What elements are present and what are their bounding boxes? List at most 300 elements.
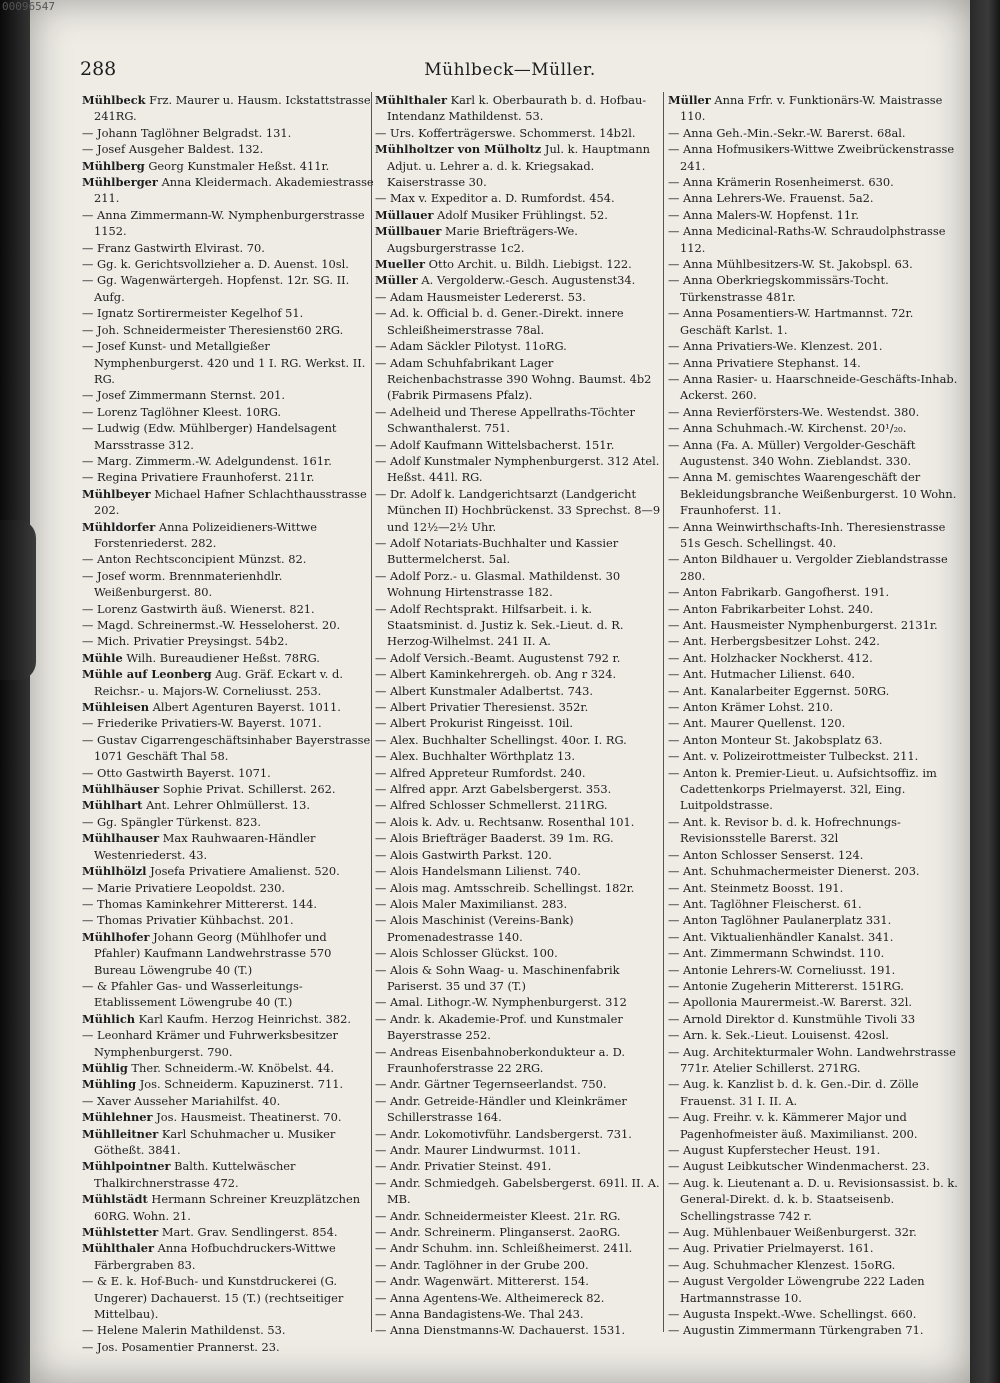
scan-left-shadow bbox=[0, 0, 30, 1383]
entry-surname: Mühlberger bbox=[82, 175, 158, 190]
directory-entry bbox=[375, 1076, 667, 1092]
entry-details: — Marie Privatiere Leopoldst. 230. bbox=[82, 880, 285, 895]
entry-details: — Andr. Maurer Lindwurmst. 1011. bbox=[375, 1143, 581, 1157]
entry-details: — Leonhard Krämer und Fuhrwerksbesitzer Nymphenburgerst. 790. bbox=[82, 1028, 338, 1059]
entry-surname: Müllauer bbox=[375, 207, 434, 222]
entry-details: — Arnold Direktor d. Kunstmühle Tivoli 33 bbox=[668, 1011, 916, 1026]
entry-details: — Adolf Rechtsprakt. Hilfsarbeit. i. k. Staatsminist. d. Justiz k. Sek.-Lieut. d. R. Herzog-Wilhelmst. 241 II. A. bbox=[375, 601, 624, 649]
entry-surname: Mühlhölzl bbox=[82, 864, 147, 879]
entry-details: — & E. k. Hof-Buch- und Kunstdruckerei (G. Ungerer) Dachauerst. 15 (T.) (rechtseitiger Mittelbau). bbox=[82, 1274, 344, 1322]
entry-details: — & Pfahler Gas- und Wasserleitungs-Etablissement Löwengrube 40 (T.) bbox=[82, 978, 303, 1010]
directory-column-2 bbox=[375, 92, 667, 1339]
entry-details: Balth. Kuttelwäscher Thalkirchnerstrasse 472. bbox=[94, 1159, 296, 1190]
entry-details: — Andr Schuhm. inn. Schleißheimerst. 241l. bbox=[375, 1241, 633, 1256]
entry-details: — Helene Malerin Mathildenst. 53. bbox=[82, 1323, 286, 1338]
page-number: 288 bbox=[80, 58, 117, 80]
directory-entry bbox=[375, 962, 667, 995]
directory-entry bbox=[375, 814, 667, 830]
entry-details: — Antonie Lehrers-W. Corneliusst. 191. bbox=[668, 962, 896, 977]
directory-entry bbox=[82, 650, 374, 666]
directory-entry bbox=[375, 355, 667, 404]
directory-entry bbox=[668, 519, 960, 552]
directory-entry bbox=[82, 699, 374, 715]
directory-entry bbox=[82, 1109, 374, 1125]
directory-entry bbox=[82, 272, 374, 305]
entry-surname: Mühlhart bbox=[82, 798, 143, 813]
directory-entry bbox=[82, 601, 374, 617]
directory-entry bbox=[668, 338, 960, 354]
entry-details: Sophie Privat. Schillerst. 262. bbox=[162, 782, 336, 797]
directory-entry bbox=[82, 666, 374, 699]
directory-entry bbox=[375, 141, 667, 190]
entry-details: — Andr. Wagenwärt. Mittererst. 154. bbox=[375, 1274, 589, 1289]
directory-entry bbox=[668, 617, 960, 633]
entry-surname: Mühlbeyer bbox=[82, 486, 151, 501]
directory-entry bbox=[375, 92, 667, 125]
directory-entry bbox=[82, 404, 374, 420]
entry-details: — Alfred Schlosser Schmellerst. 211RG. bbox=[375, 798, 608, 813]
entry-details: — Alois Maler Maximilianst. 283. bbox=[375, 896, 568, 911]
directory-entry bbox=[82, 469, 374, 485]
directory-entry bbox=[375, 847, 667, 863]
entry-details: Marie Briefträgers-We. Augsburgerstrasse 1c2. bbox=[387, 224, 578, 255]
entry-details: — Adam Säckler Pilotyst. 11oRG. bbox=[375, 339, 567, 354]
directory-entry bbox=[82, 617, 374, 633]
directory-entry bbox=[82, 978, 374, 1011]
directory-entry bbox=[668, 1224, 960, 1240]
entry-details: Johann Georg (Mühlhofer und Pfahler) Kaufmann Landwehrstrasse 570 Bureau Löwengrube 40 (T.) bbox=[94, 929, 332, 977]
directory-entry bbox=[668, 1044, 960, 1077]
entry-details: Ant. Lehrer Ohlmüllerst. 13. bbox=[146, 798, 311, 813]
directory-entry bbox=[82, 814, 374, 830]
entry-surname: Müllbauer bbox=[375, 224, 442, 239]
entry-details: — Anna Bandagistens-We. Thal 243. bbox=[375, 1307, 584, 1322]
directory-entry bbox=[668, 1322, 960, 1338]
entry-surname: Mühlhofer bbox=[82, 929, 150, 944]
entry-details: — Anna Medicinal-Raths-W. Schraudolphstrasse 112. bbox=[668, 224, 946, 255]
entry-details: Frz. Maurer u. Hausm. Ickstattstrasse 241RG. bbox=[94, 93, 371, 124]
entry-details: Anna Kleidermach. Akademiestrasse 211. bbox=[94, 175, 374, 206]
entry-details: — Anna Dienstmanns-W. Dachauerst. 1531. bbox=[375, 1323, 626, 1338]
entry-details: — Alois Schlosser Glückst. 100. bbox=[375, 946, 558, 961]
entry-surname: Mühlstetter bbox=[82, 1225, 159, 1240]
entry-details: — Alois & Sohn Waag- u. Maschinenfabrik Pariserst. 35 und 37 (T.) bbox=[375, 962, 620, 993]
entry-details: — Andr. Schreinerm. Plinganserst. 2aoRG. bbox=[375, 1225, 621, 1240]
directory-entry bbox=[82, 1027, 374, 1060]
entry-details: — Anna Zimmermann-W. Nymphenburgerstrasse 1152. bbox=[82, 207, 365, 239]
entry-details: — Anna Weinwirthschafts-Inh. Theresienstrasse 51s Gesch. Schellingst. 40. bbox=[668, 519, 946, 550]
entry-details: — Thomas Kaminkehrer Mittererst. 144. bbox=[82, 896, 318, 911]
entry-details: — Andr. Getreide-Händler und Kleinkrämer Schillerstrasse 164. bbox=[375, 1093, 627, 1125]
directory-entry bbox=[82, 240, 374, 256]
entry-surname: Mueller bbox=[375, 257, 426, 272]
entry-details: — Anton k. Premier-Lieut. u. Aufsichtsoffiz. im Cadettenkorps Prielmayerst. 32l, Eing. Luitpoldstrasse. bbox=[668, 765, 937, 813]
entry-details: — Mich. Privatier Preysingst. 54b2. bbox=[82, 634, 288, 649]
directory-entry bbox=[82, 765, 374, 781]
directory-entry bbox=[82, 929, 374, 978]
directory-entry bbox=[668, 748, 960, 764]
entry-details: — Andr. Privatier Steinst. 491. bbox=[375, 1159, 552, 1174]
directory-entry bbox=[375, 289, 667, 305]
directory-entry bbox=[375, 486, 667, 535]
entry-details: — Anna Privatiers-We. Klenzest. 201. bbox=[668, 339, 883, 354]
directory-entry bbox=[668, 962, 960, 978]
directory-entry bbox=[375, 830, 667, 846]
entry-details: — Anton Schlosser Senserst. 124. bbox=[668, 847, 864, 862]
directory-entry bbox=[375, 1011, 667, 1044]
entry-details: — Josef Zimmermann Sternst. 201. bbox=[82, 388, 286, 403]
directory-entry bbox=[375, 437, 667, 453]
entry-details: — Alfred appr. Arzt Gabelsbergerst. 353. bbox=[375, 782, 612, 797]
directory-entry bbox=[82, 338, 374, 387]
entry-details: Hermann Schreiner Kreuzplätzchen 60RG. Wohn. 21. bbox=[94, 1192, 361, 1223]
directory-entry bbox=[82, 568, 374, 601]
directory-entry bbox=[375, 781, 667, 797]
directory-entry bbox=[375, 683, 667, 699]
entry-surname: Mühlich bbox=[82, 1011, 136, 1026]
directory-entry bbox=[375, 535, 667, 568]
directory-entry bbox=[668, 1027, 960, 1043]
entry-details: — Arn. k. Sek.-Lieut. Louisenst. 42osl. bbox=[668, 1028, 889, 1043]
directory-entry bbox=[668, 650, 960, 666]
directory-entry bbox=[82, 797, 374, 813]
directory-entry bbox=[375, 1126, 667, 1142]
entry-details: — Anna (Fa. A. Müller) Vergolder-Geschäft Augustenst. 340 Wohn. Zieblandst. 330. bbox=[668, 437, 916, 468]
entry-details: — Apollonia Maurermeist.-W. Barerst. 32l. bbox=[668, 995, 912, 1010]
directory-entry bbox=[375, 601, 667, 650]
entry-surname: Mühlthaler bbox=[375, 93, 447, 107]
directory-entry bbox=[375, 1175, 667, 1208]
entry-details: Michael Hafner Schlachthausstrasse 202. bbox=[94, 486, 367, 518]
entry-details: — Aug. k. Lieutenant a. D. u. Revisionsassist. b. k. General-Direkt. d. k. b. Staatseisenb. Schellingstrasse 742 r. bbox=[668, 1175, 958, 1223]
directory-entry bbox=[375, 1093, 667, 1126]
entry-details: — Adam Schuhfabrikant Lager Reichenbachstrasse 390 Wohng. Baumst. 4b2 (Fabrik Pirmasens Pfalz). bbox=[375, 355, 652, 403]
directory-entry bbox=[82, 880, 374, 896]
directory-entry bbox=[375, 1240, 667, 1256]
entry-details: — Adelheid und Therese Appellraths-Töchter Schwanthalerst. 751. bbox=[375, 404, 635, 436]
entry-details: — Albert Prokurist Ringeisst. 10il. bbox=[375, 716, 574, 731]
entry-details: — Alois Handelsmann Lilienst. 740. bbox=[375, 864, 581, 879]
entry-details: — Ant. Hausmeister Nymphenburgerst. 2131r. bbox=[668, 618, 938, 632]
directory-entry bbox=[668, 715, 960, 731]
directory-entry bbox=[82, 322, 374, 338]
entry-details: — Anton Bildhauer u. Vergolder Zieblandstrasse 280. bbox=[668, 552, 948, 583]
entry-details: Otto Archit. u. Bildh. Liebigst. 122. bbox=[428, 257, 632, 272]
entry-details: — Anna Malers-W. Hopfenst. 11r. bbox=[668, 207, 859, 222]
entry-details: — Anton Krämer Lohst. 210. bbox=[668, 700, 834, 715]
entry-details: — Marg. Zimmerm.-W. Adelgundenst. 161r. bbox=[82, 453, 332, 468]
directory-entry bbox=[82, 781, 374, 797]
binder-clip bbox=[0, 520, 36, 680]
entry-details: — Andr. Taglöhner in der Grube 200. bbox=[375, 1257, 589, 1272]
directory-entry bbox=[668, 420, 960, 436]
directory-entry bbox=[82, 1322, 374, 1338]
directory-entry bbox=[375, 338, 667, 354]
entry-details: Aug. Gräf. Eckart v. d. Reichsr.- u. Majors-W. Corneliusst. 253. bbox=[94, 667, 343, 698]
entry-details: — August Kupferstecher Heust. 191. bbox=[668, 1143, 881, 1157]
entry-details: — Andr. Schneidermeister Kleest. 21r. RG. bbox=[375, 1208, 621, 1223]
directory-entry bbox=[668, 223, 960, 256]
entry-details: — Ad. k. Official b. d. Gener.-Direkt. innere Schleißheimerstrasse 78al. bbox=[375, 306, 624, 337]
directory-entry bbox=[668, 929, 960, 945]
directory-entry bbox=[668, 847, 960, 863]
entry-details: — August Vergolder Löwengrube 222 Laden Hartmannstrasse 10. bbox=[668, 1274, 925, 1305]
entry-details: — Aug. Mühlenbauer Weißenburgerst. 32r. bbox=[668, 1225, 917, 1240]
directory-entry bbox=[82, 305, 374, 321]
entry-details: — Lorenz Taglöhner Kleest. 10RG. bbox=[82, 404, 282, 419]
directory-entry bbox=[668, 994, 960, 1010]
directory-entry bbox=[375, 699, 667, 715]
entry-details: — Gg. Spängler Türkenst. 823. bbox=[82, 814, 261, 829]
entry-details: Jos. Schneiderm. Kapuzinerst. 711. bbox=[139, 1077, 344, 1092]
directory-entry bbox=[375, 305, 667, 338]
entry-details: — Franz Gastwirth Elvirast. 70. bbox=[82, 240, 265, 255]
entry-details: Anna Frfr. v. Funktionärs-W. Maistrasse 110. bbox=[680, 93, 943, 124]
directory-entry bbox=[668, 1257, 960, 1273]
entry-details: — Anna Oberkriegskommissärs-Tocht. Türkenstrasse 481r. bbox=[668, 273, 889, 304]
directory-entry bbox=[668, 1109, 960, 1142]
entry-details: — Anna Privatiere Stephanst. 14. bbox=[668, 355, 861, 370]
directory-entry bbox=[375, 1208, 667, 1224]
directory-entry bbox=[668, 1158, 960, 1174]
entry-details: — Alois Briefträger Baaderst. 39 1m. RG. bbox=[375, 831, 614, 846]
directory-entry bbox=[668, 1142, 960, 1158]
entry-surname: Mühle bbox=[82, 650, 123, 665]
directory-entry bbox=[82, 387, 374, 403]
directory-entry bbox=[82, 453, 374, 469]
directory-entry bbox=[82, 1093, 374, 1109]
entry-details: — Andreas Eisenbahnoberkondukteur a. D. Fraunhoferstrasse 22 2RG. bbox=[375, 1044, 626, 1075]
entry-surname: Müller bbox=[375, 273, 418, 288]
directory-entry bbox=[375, 863, 667, 879]
directory-entry bbox=[668, 863, 960, 879]
entry-details: Anna Polizeidieners-Wittwe Forstenriederst. 282. bbox=[94, 519, 317, 550]
directory-entry bbox=[375, 912, 667, 945]
directory-entry bbox=[668, 190, 960, 206]
entry-details: Mart. Grav. Sendlingerst. 854. bbox=[161, 1225, 338, 1240]
directory-entry bbox=[668, 666, 960, 682]
entry-details: — Antonie Zugeherin Mittererst. 151RG. bbox=[668, 978, 904, 993]
directory-entry bbox=[668, 125, 960, 141]
entry-details: — Johann Taglöhner Belgradst. 131. bbox=[82, 125, 292, 140]
page-header bbox=[50, 58, 970, 82]
directory-entry bbox=[668, 1306, 960, 1322]
entry-details: — Ant. Zimmermann Schwindst. 110. bbox=[668, 946, 885, 961]
entry-details: — Thomas Privatier Kühbachst. 201. bbox=[82, 913, 294, 928]
entry-details: — Andr. Schmiedgeh. Gabelsbergerst. 691l. II. A. MB. bbox=[375, 1175, 660, 1207]
directory-column-1 bbox=[82, 92, 374, 1355]
directory-entry bbox=[375, 190, 667, 206]
entry-details: — Max v. Expeditor a. D. Rumfordst. 454. bbox=[375, 191, 615, 206]
entry-details: — Alois Gastwirth Parkst. 120. bbox=[375, 847, 552, 862]
entry-details: — Andr. Gärtner Tegernseerlandst. 750. bbox=[375, 1077, 607, 1092]
entry-surname: Mühleisen bbox=[82, 700, 150, 715]
directory-entry bbox=[82, 912, 374, 928]
entry-details: — Regina Privatiere Fraunhoferst. 211r. bbox=[82, 470, 315, 485]
directory-entry bbox=[375, 1044, 667, 1077]
directory-entry bbox=[668, 683, 960, 699]
entry-details: — Amal. Lithogr.-W. Nymphenburgerst. 312 bbox=[375, 995, 627, 1010]
entry-details: — Anna Lehrers-We. Frauenst. 5a2. bbox=[668, 191, 874, 206]
entry-details: — Gustav Cigarrengeschäftsinhaber Bayerstrasse 1071 Geschäft Thal 58. bbox=[82, 732, 371, 764]
directory-entry bbox=[668, 551, 960, 584]
directory-entry bbox=[375, 1158, 667, 1174]
entry-details: Wilh. Bureaudiener Heßst. 78RG. bbox=[126, 650, 320, 665]
directory-entry bbox=[375, 125, 667, 141]
directory-entry bbox=[82, 486, 374, 519]
entry-details: — Urs. Kofferträgerswe. Schommerst. 14b2l. bbox=[375, 125, 636, 140]
directory-entry bbox=[668, 174, 960, 190]
entry-details: — Augustin Zimmermann Türkengraben 71. bbox=[668, 1323, 924, 1338]
entry-surname: Mühlehner bbox=[82, 1110, 153, 1125]
entry-details: — Adolf Versich.-Beamt. Augustenst 792 r. bbox=[375, 650, 621, 665]
entry-details: — Aug. Architekturmaler Wohn. Landwehrstrasse 771r. Atelier Schillerst. 271RG. bbox=[668, 1044, 956, 1075]
entry-details: — Augusta Inspekt.-Wwe. Schellingst. 660. bbox=[668, 1307, 917, 1322]
entry-details: — Anna Agentens-We. Altheimereck 82. bbox=[375, 1290, 605, 1305]
directory-entry bbox=[668, 601, 960, 617]
entry-surname: Mühling bbox=[82, 1077, 137, 1092]
entry-details: — Adam Hausmeister Ledererst. 53. bbox=[375, 289, 586, 304]
directory-entry bbox=[668, 732, 960, 748]
entry-details: — Anna Hofmusikers-Wittwe Zweibrückenstrasse 241. bbox=[668, 142, 955, 173]
entry-details: — Ant. Schuhmachermeister Dienerst. 203. bbox=[668, 864, 920, 879]
entry-details: Anna Hofbuchdruckers-Wittwe Färbergraben 83. bbox=[94, 1241, 336, 1272]
entry-details: Ther. Schneiderm.-W. Knöbelst. 44. bbox=[131, 1060, 335, 1075]
directory-entry bbox=[82, 519, 374, 552]
directory-entry bbox=[82, 158, 374, 174]
directory-entry bbox=[375, 748, 667, 764]
directory-entry bbox=[375, 404, 667, 437]
entry-details: — Josef worm. Brennmaterienhdlr. Weißenburgerst. 80. bbox=[82, 568, 283, 600]
entry-surname: Mühlig bbox=[82, 1060, 128, 1075]
entry-details: — Aug. Schuhmacher Klenzest. 15oRG. bbox=[668, 1257, 896, 1272]
directory-entry bbox=[668, 92, 960, 125]
directory-entry bbox=[82, 1158, 374, 1191]
directory-entry bbox=[375, 1290, 667, 1306]
directory-entry bbox=[375, 207, 667, 223]
entry-surname: Mühlhäuser bbox=[82, 782, 160, 797]
entry-details: — Otto Gastwirth Bayerst. 1071. bbox=[82, 765, 271, 780]
entry-surname: Mühlbeck bbox=[82, 93, 146, 107]
entry-details: Karl Schuhmacher u. Musiker Götheßt. 3841. bbox=[94, 1126, 336, 1157]
directory-entry bbox=[668, 699, 960, 715]
directory-entry bbox=[82, 174, 374, 207]
directory-entry bbox=[668, 633, 960, 649]
directory-entry bbox=[82, 207, 374, 240]
entry-details: — Aug. Freihr. v. k. Kämmerer Major und Pagenhofmeister äuß. Maximilianst. 200. bbox=[668, 1110, 918, 1141]
entry-details: — Gg. k. Gerichtsvollzieher a. D. Auenst. 10sl. bbox=[82, 257, 349, 272]
entry-details: — Joh. Schneidermeister Theresienst60 2RG. bbox=[82, 322, 344, 337]
entry-surname: Mühlberg bbox=[82, 158, 145, 173]
directory-entry bbox=[668, 371, 960, 404]
book-edge bbox=[970, 0, 1000, 1383]
entry-surname: Mühldorfer bbox=[82, 519, 156, 534]
directory-entry bbox=[375, 765, 667, 781]
entry-details: — Ant. Steinmetz Boosst. 191. bbox=[668, 880, 844, 895]
entry-details: Albert Agenturen Bayerst. 1011. bbox=[152, 700, 341, 715]
directory-entry bbox=[82, 715, 374, 731]
directory-entry bbox=[668, 945, 960, 961]
directory-entry bbox=[375, 568, 667, 601]
entry-details: — Adolf Kaufmann Wittelsbacherst. 151r. bbox=[375, 437, 615, 452]
directory-entry bbox=[668, 272, 960, 305]
entry-details: — Ant. v. Polizeirottmeister Tulbeckst. 211. bbox=[668, 749, 919, 764]
directory-entry bbox=[82, 1011, 374, 1027]
directory-entry bbox=[82, 732, 374, 765]
directory-entry bbox=[668, 305, 960, 338]
directory-entry bbox=[375, 650, 667, 666]
directory-entry bbox=[668, 814, 960, 847]
directory-entry bbox=[82, 830, 374, 863]
entry-details: Jos. Hausmeist. Theatinerst. 70. bbox=[156, 1110, 342, 1125]
directory-entry bbox=[668, 207, 960, 223]
entry-details: — Friederike Privatiers-W. Bayerst. 1071. bbox=[82, 716, 322, 731]
directory-entry bbox=[375, 715, 667, 731]
entry-details: — Magd. Schreinermst.-W. Hesseloherst. 20. bbox=[82, 618, 341, 632]
entry-details: — Aug. Privatier Prielmayerst. 161. bbox=[668, 1241, 874, 1256]
entry-details: — Alois Maschinist (Vereins-Bank) Promenadestrasse 140. bbox=[375, 913, 574, 944]
entry-details: — Alex. Buchhalter Schellingst. 40or. I. RG. bbox=[375, 732, 627, 747]
directory-entry bbox=[668, 1273, 960, 1306]
directory-entry bbox=[668, 404, 960, 420]
directory-entry bbox=[82, 1273, 374, 1322]
directory-entry bbox=[82, 1339, 374, 1355]
directory-entry bbox=[82, 1060, 374, 1076]
entry-details: — August Leibkutscher Windenmacherst. 23. bbox=[668, 1159, 930, 1174]
entry-details: — Albert Privatier Theresienst. 352r. bbox=[375, 700, 589, 715]
entry-details: — Ludwig (Edw. Mühlberger) Handelsagent Marsstrasse 312. bbox=[82, 421, 337, 452]
directory-entry bbox=[82, 1240, 374, 1273]
entry-details: — Alex. Buchhalter Wörthplatz 13. bbox=[375, 749, 576, 764]
entry-details: — Alois k. Adv. u. Rechtsanw. Rosenthal 101. bbox=[375, 814, 635, 829]
entry-details: — Alfred Appreteur Rumfordst. 240. bbox=[375, 765, 586, 780]
entry-details: — Anna Krämerin Rosenheimerst. 630. bbox=[668, 175, 894, 190]
entry-details: — Xaver Ausseher Mariahilfst. 40. bbox=[82, 1093, 281, 1108]
directory-entry bbox=[668, 1076, 960, 1109]
entry-details: — Lorenz Gastwirth äuß. Wienerst. 821. bbox=[82, 601, 315, 616]
scan-stamp: 00096547 bbox=[2, 0, 55, 13]
entry-surname: Müller bbox=[668, 93, 711, 107]
entry-details: — Josef Kunst- und Metallgießer Nymphenburgerst. 420 und 1 I. RG. Werkst. II. RG. bbox=[82, 339, 366, 386]
entry-surname: Mühlthaler bbox=[82, 1241, 154, 1256]
entry-details: — Adolf Porz.- u. Glasmal. Mathildenst. 30 Wohnung Hirtenstrasse 182. bbox=[375, 568, 621, 600]
entry-surname: Mühlholtzer von Mülholtz bbox=[375, 142, 542, 157]
entry-details: — Alois mag. Amtsschreib. Schellingst. 182r. bbox=[375, 880, 635, 895]
entry-details: Adolf Musiker Frühlingst. 52. bbox=[437, 207, 608, 222]
entry-details: — Anna M. gemischtes Waarengeschäft der Bekleidungsbranche Weißenburgerst. 10 Wohn. Fraunhoferst. 11. bbox=[668, 470, 957, 518]
entry-details: — Ant. Herbergsbesitzer Lohst. 242. bbox=[668, 634, 880, 649]
entry-details: — Anna Revierförsters-We. Westendst. 380. bbox=[668, 404, 920, 419]
directory-entry bbox=[375, 223, 667, 256]
directory-entry bbox=[668, 1011, 960, 1027]
directory-entry bbox=[375, 666, 667, 682]
directory-entry bbox=[82, 1076, 374, 1092]
directory-entry bbox=[668, 978, 960, 994]
entry-details: A. Vergolderw.-Gesch. Augustenst34. bbox=[421, 273, 636, 288]
directory-entry bbox=[82, 1191, 374, 1224]
directory-entry bbox=[668, 765, 960, 814]
directory-entry bbox=[668, 1240, 960, 1256]
entry-details: — Jos. Posamentier Prannerst. 23. bbox=[82, 1339, 280, 1354]
entry-details: — Andr. Lokomotivführ. Landsbergerst. 731. bbox=[375, 1126, 632, 1141]
running-head: Mühlbeck—Müller. bbox=[424, 60, 596, 80]
entry-details: — Anna Schuhmach.-W. Kirchenst. 20¹/₂₀. bbox=[668, 421, 907, 436]
directory-entry bbox=[668, 437, 960, 470]
entry-details: — Gg. Wagenwärtergeh. Hopfenst. 12r. SG. II. Aufg. bbox=[82, 273, 350, 304]
entry-details: — Adolf Notariats-Buchhalter und Kassier Buttermelcherst. 5al. bbox=[375, 535, 619, 567]
entry-details: — Albert Kaminkehrergeh. ob. Ang r 324. bbox=[375, 667, 617, 682]
directory-entry bbox=[82, 1126, 374, 1159]
